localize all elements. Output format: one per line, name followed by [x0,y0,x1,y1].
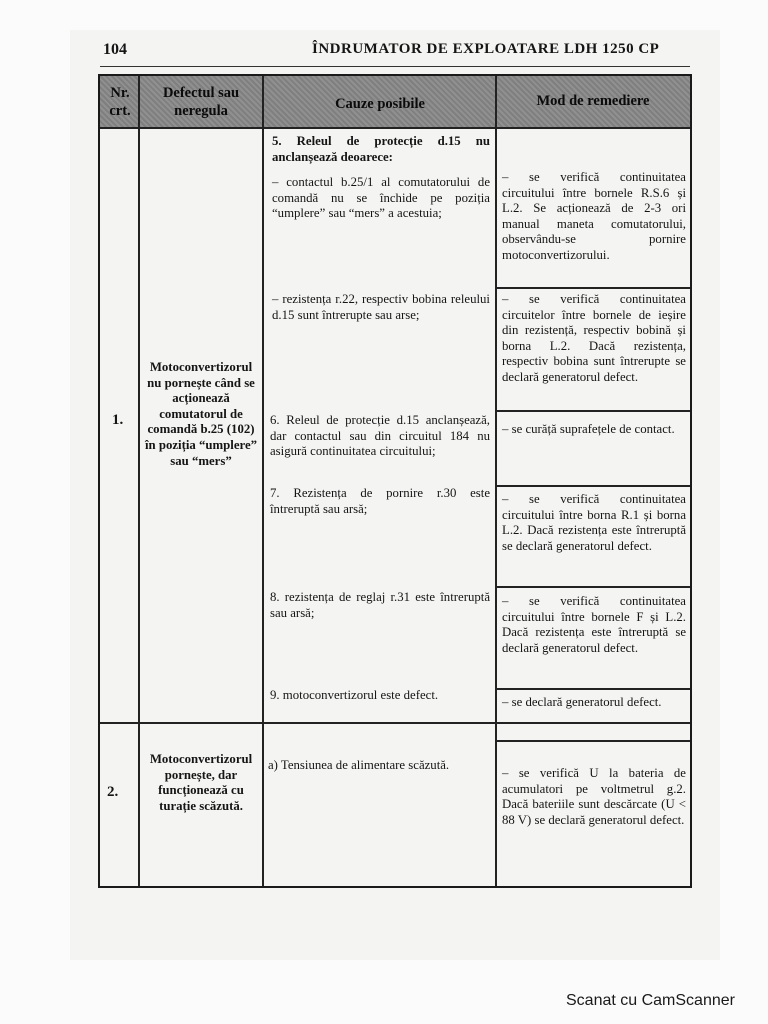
column-header-remedy: Mod de remediere [536,93,650,109]
header-rule [100,66,690,67]
cause-item: 9. motoconvertizorul este defect. [270,688,439,702]
running-title: ÎNDRUMATOR DE EXPLOATARE LDH 1250 CP [312,41,660,57]
remedy-item: – se verifică continuitatea circuitului între bornele R.S.6 și L.2. Se acționează de 2-3 ori manual maneta comutatorului, observându-se pornire motoconvertizorului. [502,170,686,262]
column-header-defect: Defectul sau neregula [162,85,240,119]
remedy-divider [496,410,690,412]
remedy-divider [496,688,690,690]
defect-cell: Motoconvertizorul nu pornește când se acționează comutatorul de comandă b.25 (102) în poziția “umplere” sau “mers” [144,360,258,468]
cause-item: 5. Releul de protecție d.15 nu anclanșează deoarece: [272,134,490,164]
cause-item: a) Tensiunea de alimentare scăzută. [268,758,450,772]
cause-item: 8. rezistența de reglaj r.31 este întreruptă sau arsă; [270,590,490,620]
header-divider [100,127,690,129]
defect-cell: Motoconvertizorul pornește, dar funcționează cu turație scăzută. [149,752,253,813]
row-number: 2. [107,784,119,800]
column-divider [495,76,497,886]
column-divider [262,76,264,886]
cause-item: 6. Releul de protecție d.15 anclanșează, dar contactul sau din circuitul 184 nu asigură continuitatea circuitului; [270,413,490,459]
remedy-divider [496,586,690,588]
remedy-divider [496,485,690,487]
column-divider [138,76,140,886]
remedy-divider [496,287,690,289]
remedy-item: – se verifică continuitatea circuitului între borna R.1 și borna L.2. Dacă rezistența este întreruptă se declară generatorul defect. [502,492,686,553]
remedy-divider [496,740,690,742]
cause-item: – rezistența r.22, respectiv bobina releului d.15 sunt întrerupte sau arse; [272,292,490,322]
row-number: 1. [112,412,124,428]
column-header-nr: Nr. crt. [109,85,131,119]
remedy-item: – se verifică continuitatea circuitului între bornele F și L.2. Dacă rezistența este întreruptă se declară generatorul defect. [502,594,686,655]
scanner-watermark: Scanat cu CamScanner [566,992,735,1009]
remedy-item: – se verifică continuitatea circuitelor între bornele de ieșire din rezistență, respectiv bobină și borna L.2. Dacă rezistența, respectiv bobina sunt întrerupte se declară generatorul defect. [502,292,686,384]
remedy-item: – se curăță suprafețele de contact. [502,422,675,436]
page-number: 104 [103,41,127,58]
remedy-item: – se declară generatorul defect. [502,695,662,709]
row-divider [100,722,690,724]
cause-item: 7. Rezistența de pornire r.30 este întreruptă sau arsă; [270,486,490,516]
column-header-causes: Cauze posibile [335,96,425,112]
remedy-item: – se verifică U la bateria de acumulatori pe voltmetrul g.2. Dacă bateriile sunt descărcate (U < 88 V) se declară generatorul defect. [502,766,686,827]
cause-item: – contactul b.25/1 al comutatorului de comandă nu se închide pe poziția “umplere” sau “mers” a acestuia; [272,175,490,221]
